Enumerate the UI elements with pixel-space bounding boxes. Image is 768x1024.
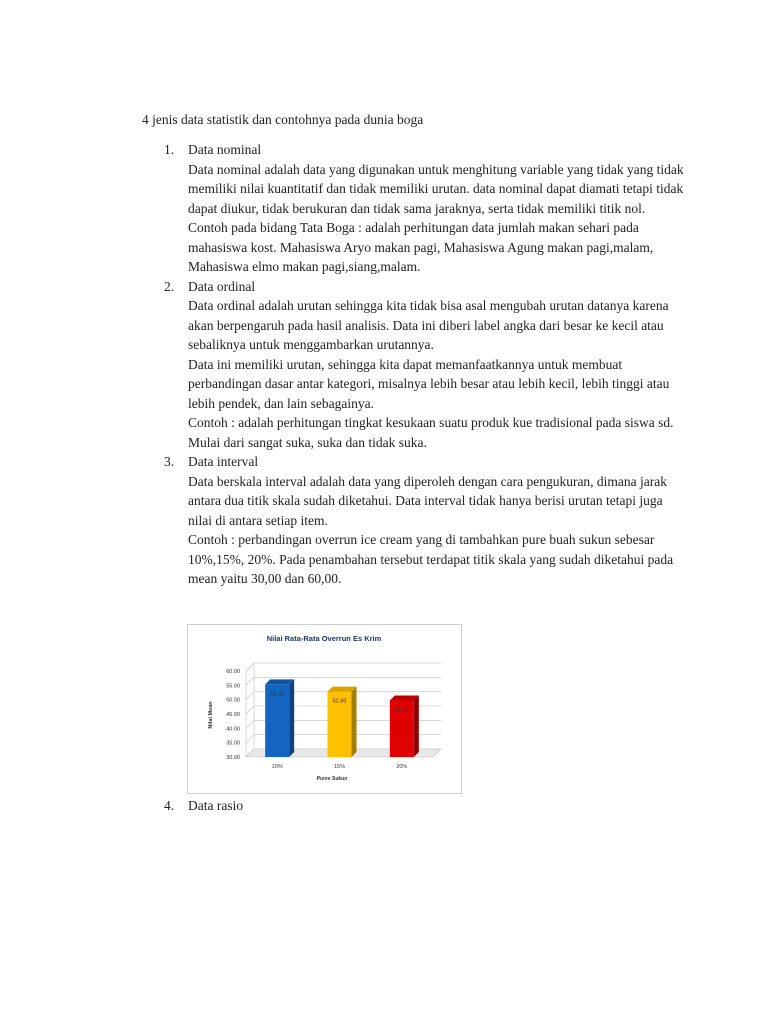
- paragraph: Data ini memiliki urutan, sehingga kita dapat memanfaatkannya untuk membuat perbandingan dasar antar kategori, misalnya lebih besar atau lebih kecil, lebih tinggi atau lebih pendek, dan lain sebagainya.: [188, 356, 670, 411]
- bar-side: [289, 679, 294, 757]
- list-item-heading: Data rasio: [188, 798, 244, 813]
- paragraph: Contoh pada bidang Tata Boga : adalah perhitungan data jumlah makan sehari pada mahasiswa kost. Mahasiswa Aryo makan pagi, Mahasiswa Agung makan pagi,malam, Mahasiswa elmo makan pagi,siang,malam.: [188, 220, 654, 274]
- bar-top: [328, 687, 357, 692]
- data-label: 55.33: [270, 691, 285, 698]
- list-item-number: 4.: [164, 798, 175, 813]
- chart-y-axis-label: Nilai Mean: [208, 701, 214, 729]
- bar-side: [414, 695, 419, 757]
- numbered-list: [164, 140, 684, 589]
- chart-title: Nilai Rata-Rata Overrun Es Krim: [266, 634, 382, 643]
- list-item-number: 2.: [164, 278, 175, 294]
- list-item: [164, 140, 684, 277]
- x-tick-label: 10%: [271, 764, 283, 770]
- list-item-number: 1.: [164, 142, 175, 157]
- paragraph: Data ordinal adalah urutan sehingga kita tidak bisa asal mengubah urutan datanya karena akan berpengaruh pada hasil analisis. Data ini diberi label angka dari besar ke kecil atau sebaliknya untuk menggambarkan urutannya.: [188, 298, 669, 352]
- list-item: [164, 277, 684, 453]
- list-item-number: 3.: [164, 454, 175, 469]
- y-tick-label: 55.00: [226, 683, 240, 690]
- paragraph: Data nominal adalah data yang digunakan untuk menghitung variable yang tidak yang tidak memiliki nilai kuantitatif dan tidak memiliki urutan. data nominal dapat diamati tetapi tidak dapat diukur, tidak berukuran dan tidak sama jaraknya, serta tidak memiliki titik nol.: [188, 161, 684, 216]
- y-tick-label: 50.00: [226, 697, 240, 704]
- gridline-depth: [246, 692, 254, 700]
- list-item: [164, 796, 243, 816]
- bar-side: [352, 687, 357, 757]
- x-tick-label: 15%: [333, 764, 346, 770]
- list-item-heading: Data nominal: [188, 142, 262, 157]
- list-item-heading: Data interval: [188, 454, 259, 469]
- gridline-depth: [246, 677, 254, 685]
- gridline-depth: [246, 735, 254, 743]
- paragraph: Contoh : adalah perhitungan tingkat kesukaan suatu produk kue tradisional pada siswa sd. Mulai dari sangat suka, suka dan tidak suka.: [188, 415, 674, 450]
- data-label: 52.80: [332, 698, 347, 705]
- y-tick-label: 45.00: [226, 712, 240, 718]
- list-item-heading: Data ordinal: [188, 278, 256, 294]
- chart-plot-area: [226, 663, 441, 770]
- paragraph: Data berskala interval adalah data yang diperoleh dengan cara pengukuran, dimana jarak antara dua titik skala sudah diketahui. Data interval tidak hanya berisi urutan tetapi juga nilai di antara setiap item.: [188, 473, 668, 528]
- chart-svg: [188, 625, 461, 793]
- y-tick-label: 60.00: [226, 669, 240, 675]
- bar-top: [390, 695, 419, 700]
- x-tick-label: 20%: [396, 764, 408, 770]
- bar-top: [265, 679, 294, 684]
- paragraph: Contoh : perbandingan overrun ice cream yang di tambahkan pure buah sukun sebesar 10%,15%, 20%. Pada penambahan tersebut terdapat titik skala yang sudah diketahui pada mean yaitu 30,00 dan 60,00.: [188, 532, 674, 586]
- overrun-chart: [187, 624, 462, 794]
- document-title: 4 jenis data statistik dan contohnya pada dunia boga: [142, 112, 424, 127]
- y-tick-label: 30.00: [226, 755, 240, 761]
- gridline-depth: [246, 663, 254, 671]
- data-label: 49.73: [394, 707, 409, 714]
- chart-x-axis-label: Puree Sukun: [316, 776, 348, 782]
- y-tick-label: 35.00: [226, 740, 240, 747]
- gridline-depth: [246, 706, 254, 714]
- y-tick-label: 40.00: [226, 726, 240, 733]
- gridline-depth: [246, 720, 254, 728]
- list-item: [164, 452, 684, 589]
